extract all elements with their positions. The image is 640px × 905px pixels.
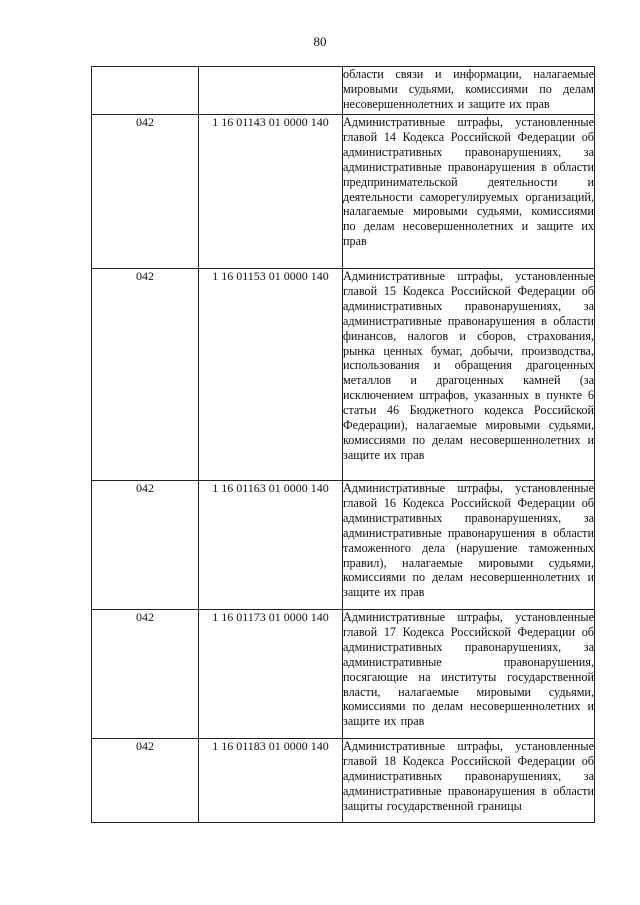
description-text: Административные штрафы, установленные главой 15 Кодекса Российской Федерации об административных правонарушениях, за административные правонарушения в области финансов, налогов и сборов, страхования, рынка ценных бумаг, добычи, производства, использования и обращения драгоценных металлов и драгоценных камней (за исключением штрафов, указанных в пункте 6 статьи 46 Бюджетного кодекса Российской Федерации), налагаемые мировыми судьями, комиссиями по делам несовершеннолетних и защите их прав [343, 269, 594, 462]
kbk-code-cell: 1 16 01183 01 0000 140 [199, 739, 343, 823]
admin-code-cell: 042 [92, 481, 199, 610]
description-cell [343, 481, 595, 610]
description-cell [343, 269, 595, 481]
table-row [92, 481, 595, 610]
description-text: Административные штрафы, установленные главой 18 Кодекса Российской Федерации об административных правонарушениях, за административные правонарушения в области защиты государственной границы [343, 739, 594, 813]
description-cell [343, 115, 595, 269]
budget-codes-table [91, 66, 595, 823]
table-row [92, 115, 595, 269]
kbk-code-cell: 1 16 01153 01 0000 140 [199, 269, 343, 481]
description-text: области связи и информации, налагаемые мировыми судьями, комиссиями по делам несовершеннолетних и защите их прав [343, 67, 594, 111]
description-text: Административные штрафы, установленные главой 17 Кодекса Российской Федерации об административных правонарушениях, за административные правонарушения, посягающие на институты государственной власти, налагаемые мировыми судьями, комиссиями по делам несовершеннолетних и защите их прав [343, 610, 594, 729]
table-row [92, 739, 595, 823]
kbk-code-cell [199, 67, 343, 115]
admin-code-cell: 042 [92, 739, 199, 823]
description-text: Административные штрафы, установленные главой 14 Кодекса Российской Федерации об административных правонарушениях, за административные правонарушения в области предпринимательской деятельности и деятельности саморегулируемых организаций, налагаемые мировыми судьями, комиссиями по делам несовершеннолетних и защите их прав [343, 115, 594, 249]
page-number: 80 [313, 34, 327, 49]
description-cell [343, 739, 595, 823]
table-row [92, 67, 595, 115]
admin-code-cell: 042 [92, 610, 199, 739]
description-cell [343, 610, 595, 739]
table-row [92, 610, 595, 739]
admin-code-cell: 042 [92, 269, 199, 481]
kbk-code-cell: 1 16 01173 01 0000 140 [199, 610, 343, 739]
description-text: Административные штрафы, установленные главой 16 Кодекса Российской Федерации об административных правонарушениях, за административные правонарушения в области таможенного дела (нарушение таможенных правил), налагаемые мировыми судьями, комиссиями по делам несовершеннолетних и защите их прав [343, 481, 594, 600]
kbk-code-cell: 1 16 01163 01 0000 140 [199, 481, 343, 610]
kbk-code-cell: 1 16 01143 01 0000 140 [199, 115, 343, 269]
admin-code-cell: 042 [92, 115, 199, 269]
description-cell [343, 67, 595, 115]
table-row [92, 269, 595, 481]
admin-code-cell [92, 67, 199, 115]
